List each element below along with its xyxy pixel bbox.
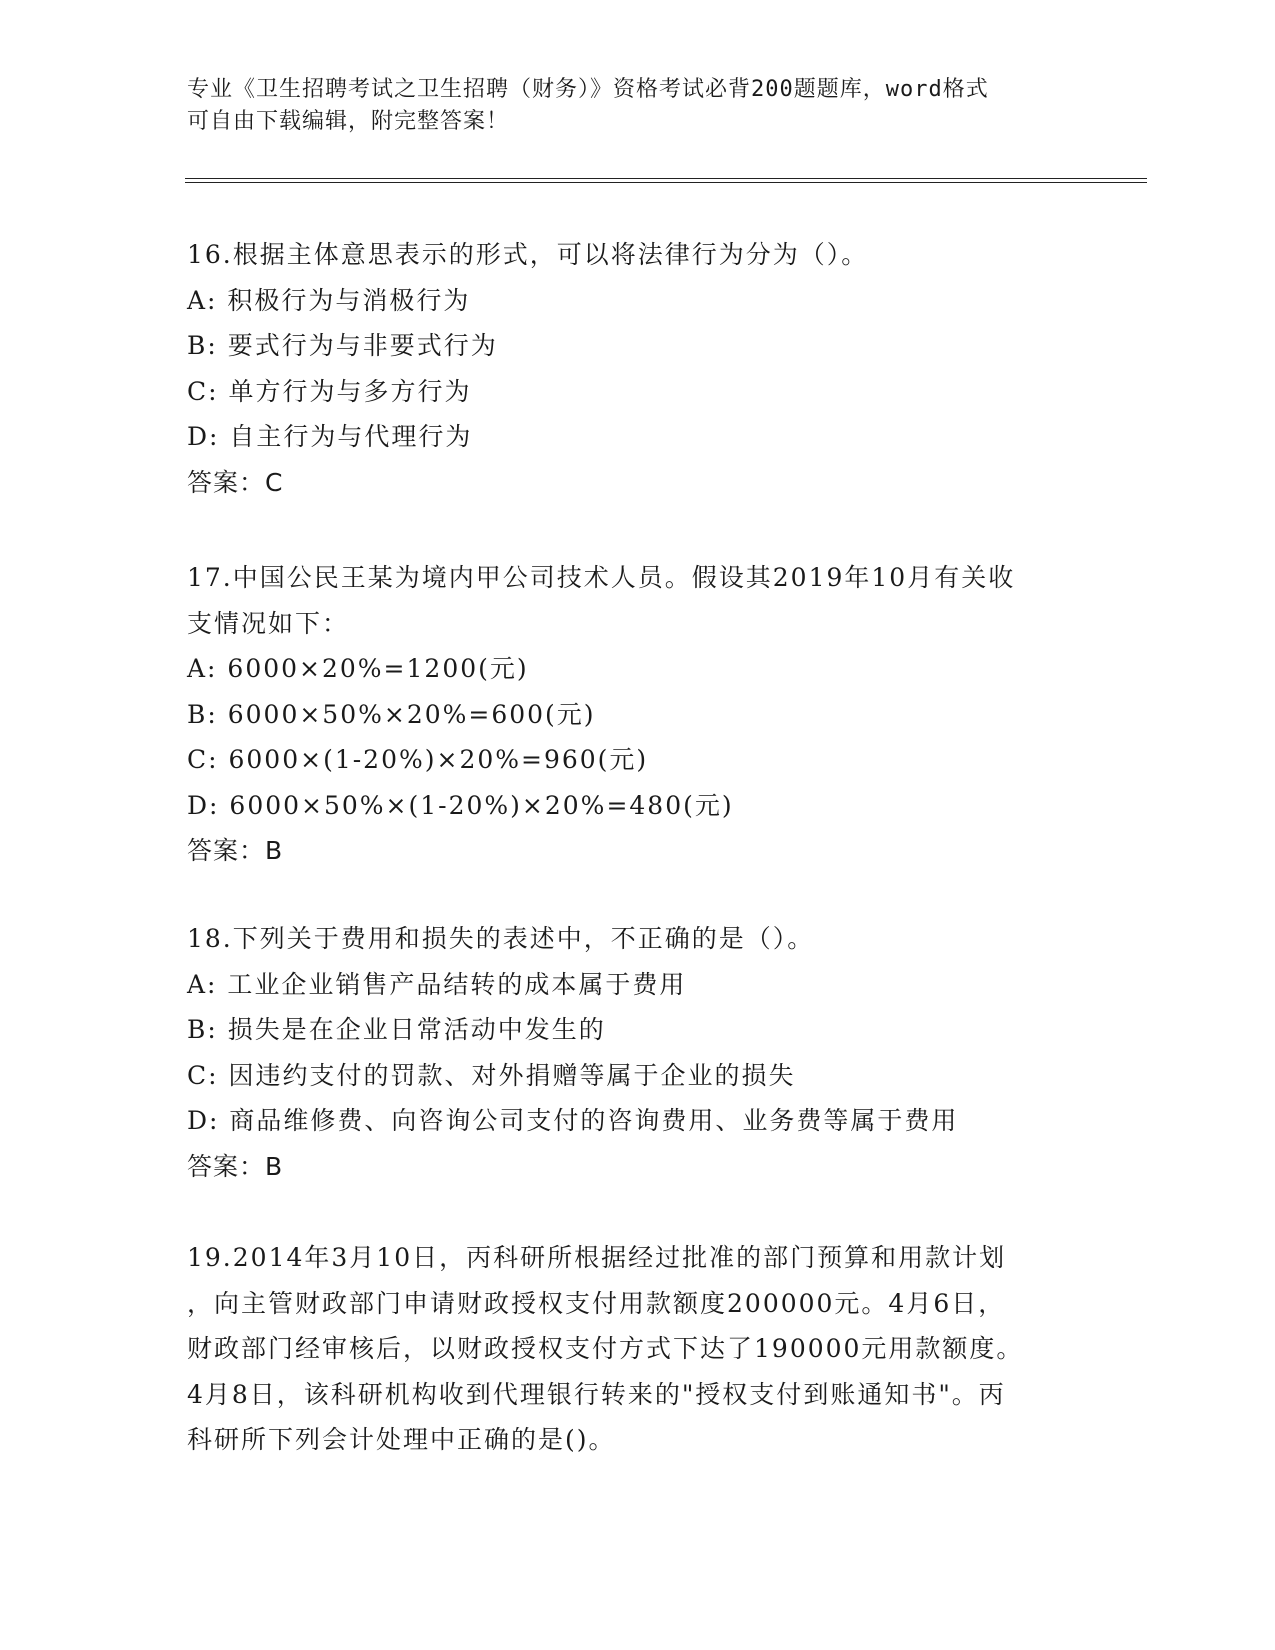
header-divider-top <box>185 178 1147 179</box>
header-divider-bottom <box>185 182 1147 183</box>
question-17 <box>187 555 1087 874</box>
option-b: B: 损失是在企业日常活动中发生的 <box>187 1015 606 1044</box>
question-stem: 18.下列关于费用和损失的表述中，不正确的是（）。 <box>187 924 815 953</box>
answer-line: 答案：B <box>187 836 284 865</box>
option-b: B: 6000×50%×20%=600(元) <box>187 699 596 729</box>
question-stem-line-2: 支情况如下： <box>187 608 350 638</box>
answer-line: 答案：B <box>187 1151 284 1181</box>
question-16 <box>187 232 1087 505</box>
question-19 <box>187 1235 1087 1463</box>
option-a: A: 工业企业销售产品结转的成本属于费用 <box>187 969 687 999</box>
header-line-1: 专业《卫生招聘考试之卫生招聘（财务）》资格考试必背200题题库，word格式 <box>187 77 989 102</box>
option-a: A: 6000×20%=1200(元) <box>187 654 529 683</box>
option-d: D: 商品维修费、向咨询公司支付的咨询费用、业务费等属于费用 <box>187 1106 959 1135</box>
document-header <box>187 74 1087 138</box>
question-stem-line-5: 科研所下列会计处理中正确的是()。 <box>187 1425 616 1454</box>
option-d: D: 自主行为与代理行为 <box>187 422 473 451</box>
header-line-2: 可自由下载编辑，附完整答案！ <box>187 109 510 134</box>
question-stem-line-4: 4月8日，该科研机构收到代理银行转来的"授权支付到账通知书"。丙 <box>187 1379 1006 1409</box>
question-stem: 16.根据主体意思表示的形式，可以将法律行为分为（）。 <box>187 240 869 269</box>
option-d: D: 6000×50%×(1-20%)×20%=480(元) <box>187 790 734 820</box>
option-b: B: 要式行为与非要式行为 <box>187 331 498 360</box>
question-stem-line-2: ，向主管财政部门申请财政授权支付用款额度200000元。4月6日， <box>187 1288 1006 1318</box>
question-stem-line-1: 17.中国公民王某为境内甲公司技术人员。假设其2019年10月有关收 <box>187 563 1016 592</box>
option-c: C: 因违约支付的罚款、对外捐赠等属于企业的损失 <box>187 1060 796 1090</box>
question-stem-line-1: 19.2014年3月10日，丙科研所根据经过批准的部门预算和用款计划 <box>187 1243 1007 1272</box>
question-stem-line-3: 财政部门经审核后，以财政授权支付方式下达了190000元用款额度。 <box>187 1334 1024 1363</box>
option-a: A: 积极行为与消极行为 <box>187 285 471 315</box>
option-c: C: 单方行为与多方行为 <box>187 376 472 406</box>
option-c: C: 6000×(1-20%)×20%=960(元) <box>187 745 649 774</box>
answer-line: 答案：C <box>187 467 284 497</box>
question-18 <box>187 916 1087 1189</box>
